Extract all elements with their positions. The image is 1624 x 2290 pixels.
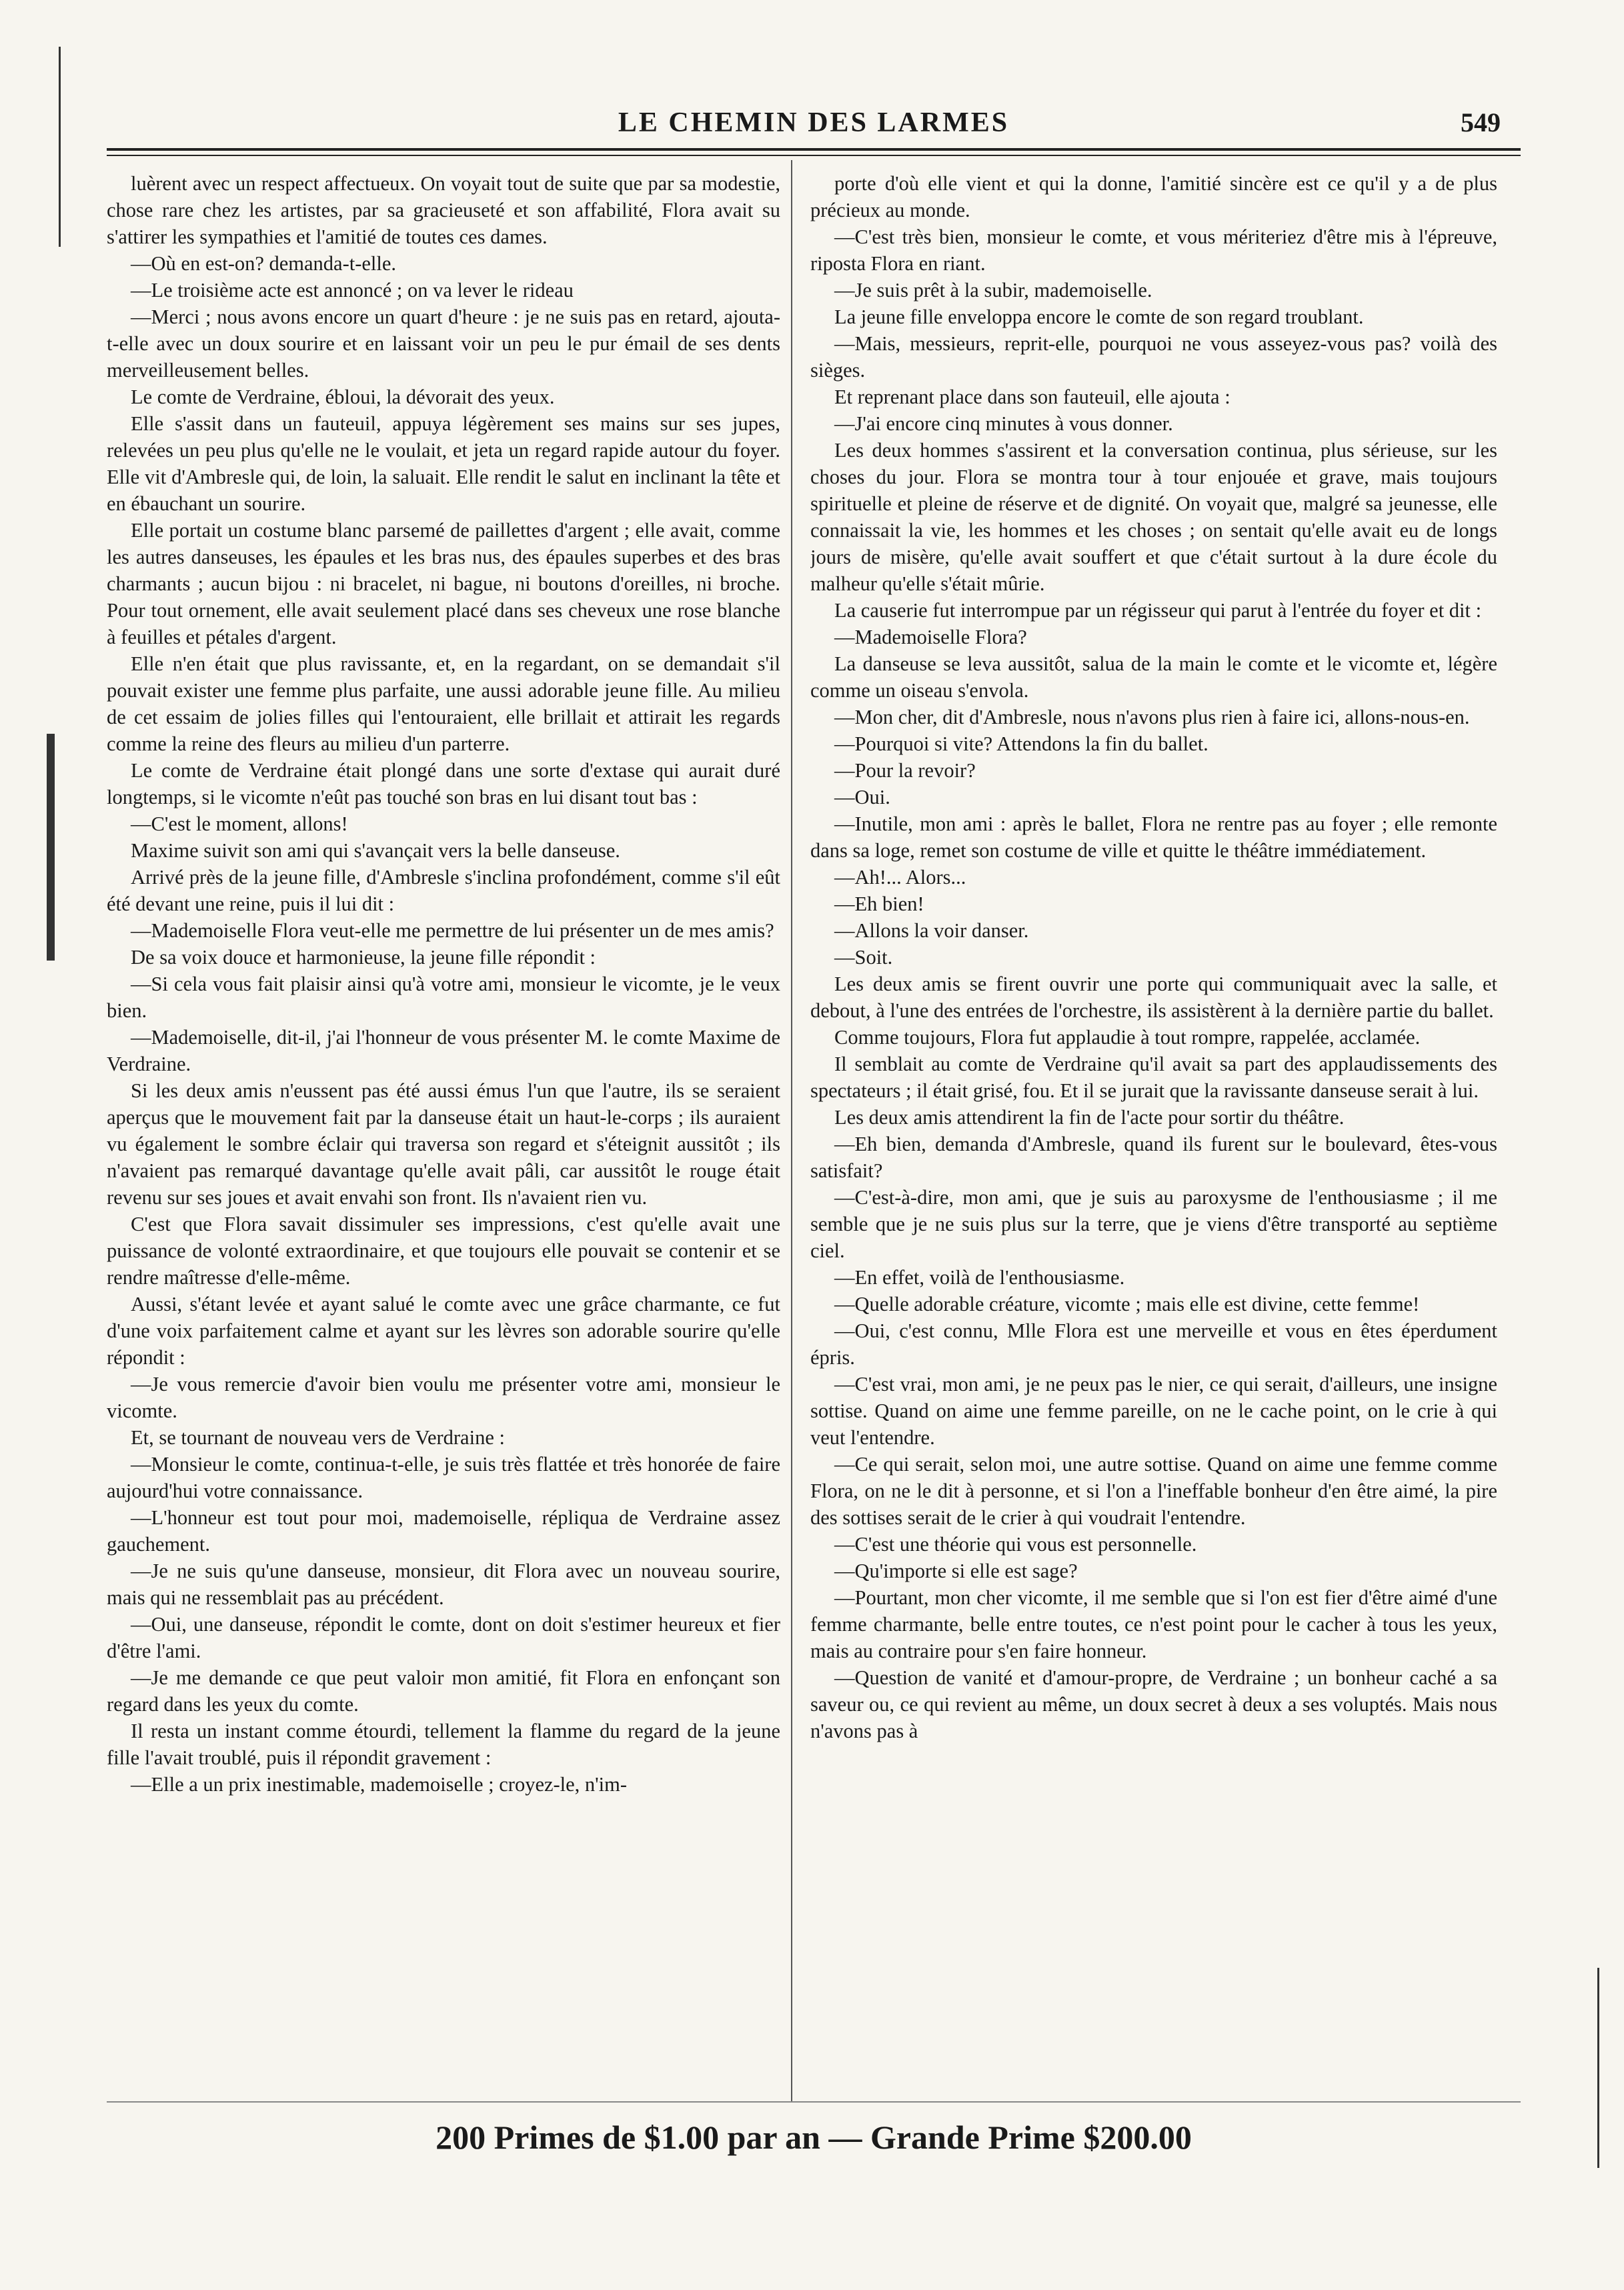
paragraph: —Oui, c'est connu, Mlle Flora est une merveille et vous en êtes éperdument épris. — [810, 1319, 1497, 1369]
paragraph: La causerie fut interrompue par un régisseur qui parut à l'entrée du foyer et dit : — [834, 599, 1482, 622]
paragraph: Les deux hommes s'assirent et la conversation continua, plus sérieuse, sur les choses du jour. Flora se montra tour à tour enjouée et grave, mais toujours spirituelle et pleine de réserve et de dignité. On voyait que, malgré sa jeunesse, elle connaissait la vie, les hommes et les choses ; on sentait qu'elle avait eu de longs jours de misère, qu'elle avait souffert et que c'était surtout à la dure école du malheur qu'elle s'était mûrie. — [810, 439, 1497, 595]
paragraph: —Qu'importe si elle est sage? — [834, 1560, 1078, 1582]
paragraph: —Je suis prêt à la subir, mademoiselle. — [834, 279, 1152, 302]
paragraph: —C'est une théorie qui vous est personnelle. — [834, 1533, 1197, 1556]
paragraph: Maxime suivit son ami qui s'avançait vers la belle danseuse. — [131, 839, 620, 862]
paragraph: —Pourtant, mon cher vicomte, il me semble que si l'on est fier d'être aimé d'une femme charmante, belle entre toutes, ce n'est point pour le cacher à tous les yeux, mais au contraire pour s'en faire honneur. — [810, 1586, 1497, 1662]
paragraph: —Où en est-on? demanda-t-elle. — [131, 252, 397, 275]
paragraph: C'est que Flora savait dissimuler ses impressions, c'est qu'elle avait une puissance de volonté extraordinaire, et que toujours elle pouvait se contenir et se rendre maîtresse d'elle-même. — [107, 1213, 780, 1289]
paragraph: —Quelle adorable créature, vicomte ; mais elle est divine, cette femme! — [834, 1293, 1420, 1315]
paragraph: Et reprenant place dans son fauteuil, elle ajouta : — [834, 386, 1231, 408]
paragraph: —En effet, voilà de l'enthousiasme. — [834, 1266, 1125, 1289]
paragraph: Elle s'assit dans un fauteuil, appuya légèrement ses mains sur ses jupes, relevées un peu plus qu'elle ne le voulait, et jeta un regard rapide autour du foyer. Elle vit d'Ambresle qui, de loin, la saluait. Elle rendit le salut en inclinant la tête et en ébauchant un sourire. — [107, 412, 780, 515]
paragraph: —Je me demande ce que peut valoir mon amitié, fit Flora en enfonçant son regard dans les yeux du comte. — [107, 1666, 780, 1716]
paragraph: —C'est-à-dire, mon ami, que je suis au paroxysme de l'enthousiasme ; il me semble que je ne suis plus sur la terre, que je viens d'être transporté au septième ciel. — [810, 1186, 1497, 1262]
paragraph: Comme toujours, Flora fut applaudie à tout rompre, rappelée, acclamée. — [834, 1026, 1421, 1049]
paragraph: —Monsieur le comte, continua-t-elle, je suis très flattée et très honorée de faire aujourd'hui votre connaissance. — [107, 1453, 780, 1502]
page-header — [107, 107, 1521, 147]
paragraph: —Si cela vous fait plaisir ainsi qu'à votre ami, monsieur le vicomte, je le veux bien. — [107, 973, 780, 1022]
footer-rule — [107, 2101, 1521, 2103]
margin-line — [59, 47, 61, 247]
paragraph: —Je vous remercie d'avoir bien voulu me présenter votre ami, monsieur le vicomte. — [107, 1373, 780, 1422]
paragraph: —Question de vanité et d'amour-propre, de Verdraine ; un bonheur caché a sa saveur ou, ce qui revient au même, un doux secret à deux a ses voluptés. Mais nous n'avons pas à — [810, 1666, 1497, 1742]
column-divider — [791, 160, 792, 2101]
paragraph: —Mademoiselle Flora? — [834, 626, 1027, 648]
paragraph: —Elle a un prix inestimable, mademoiselle ; croyez-le, n'im- — [131, 1773, 628, 1796]
paragraph: Elle n'en était que plus ravissante, et, en la regardant, on se demandait s'il pouvait exister une femme plus parfaite, une aussi adorable jeune fille. Au milieu de cet essaim de jolies filles qui l'entouraient, elle brillait et attirait les regards comme la reine des fleurs au milieu d'un parterre. — [107, 652, 780, 755]
paragraph: luèrent avec un respect affectueux. On voyait tout de suite que par sa modestie, chose rare chez les artistes, par sa gracieuseté et son affabilité, Flora avait su s'attirer les sympathies et l'amitié de toutes ces dames. — [107, 172, 780, 248]
margin-mark — [47, 734, 55, 961]
paragraph: Les deux amis attendirent la fin de l'acte pour sortir du théâtre. — [834, 1106, 1345, 1129]
paragraph: —Merci ; nous avons encore un quart d'heure : je ne suis pas en retard, ajouta-t-elle avec un doux sourire et en laissant voir un peu le pur émail de ses dents merveilleusement belles. — [107, 306, 780, 382]
paragraph: Le comte de Verdraine était plongé dans une sorte d'extase qui aurait duré longtemps, si le vicomte n'eût pas touché son bras en lui disant tout bas : — [107, 759, 780, 808]
paragraph: —L'honneur est tout pour moi, mademoiselle, répliqua de Verdraine assez gauchement. — [107, 1506, 780, 1556]
paragraph: —Eh bien, demanda d'Ambresle, quand ils furent sur le boulevard, êtes-vous satisfait? — [810, 1133, 1497, 1182]
paragraph: Il semblait au comte de Verdraine qu'il avait sa part des applaudissements des spectateurs ; il était grisé, fou. Et il se jurait que la ravissante danseuse serait à lui. — [810, 1053, 1497, 1102]
paragraph: —Mademoiselle Flora veut-elle me permettre de lui présenter un de mes amis? — [131, 919, 774, 942]
paragraph: —Mademoiselle, dit-il, j'ai l'honneur de vous présenter M. le comte Maxime de Verdraine. — [107, 1026, 780, 1075]
paragraph: —Pourquoi si vite? Attendons la fin du ballet. — [834, 732, 1208, 755]
header-rule-thick — [107, 148, 1521, 151]
paragraph: —Mon cher, dit d'Ambresle, nous n'avons plus rien à faire ici, allons-nous-en. — [834, 706, 1470, 728]
paragraph: —Oui. — [834, 786, 890, 808]
paragraph: —Ce qui serait, selon moi, une autre sottise. Quand on aime une femme comme Flora, on ne le dit à personne, et si l'on a l'ineffable bonheur d'en être aimé, la pire des sottises serait de le crier à qui voudrait l'entendre. — [810, 1453, 1497, 1529]
paragraph: —Mais, messieurs, reprit-elle, pourquoi ne vous asseyez-vous pas? voilà des sièges. — [810, 332, 1497, 382]
paragraph: —Soit. — [834, 946, 893, 969]
paragraph: Le comte de Verdraine, ébloui, la dévorait des yeux. — [131, 386, 555, 408]
paragraph: Aussi, s'étant levée et ayant salué le comte avec une grâce charmante, ce fut d'une voix parfaitement calme et ayant sur les lèvres son adorable sourire qu'elle répondit : — [107, 1293, 780, 1369]
paragraph: —C'est très bien, monsieur le comte, et vous mériteriez d'être mis à l'épreuve, riposta Flora en riant. — [810, 225, 1497, 275]
paragraph: De sa voix douce et harmonieuse, la jeune fille répondit : — [131, 946, 596, 969]
page-number: 549 — [1461, 107, 1501, 137]
left-column — [107, 170, 780, 2091]
paragraph: Si les deux amis n'eussent pas été aussi émus l'un que l'autre, ils se seraient aperçus que le mouvement fait par la danseuse était un haut-le-corps ; ils auraient vu également le sombre éclair qui traversa son regard et s'éteignit aussitôt ; ils n'avaient pas remarqué davantage qu'elle avait pâli, car aussitôt le rouge était revenu sur ses joues et avait envahi son front. Ils n'avaient rien vu. — [107, 1079, 780, 1209]
paragraph: Elle portait un costume blanc parsemé de paillettes d'argent ; elle avait, comme les autres danseuses, les épaules et les bras nus, des épaules superbes et des bras charmants ; aucun bijou : ni bracelet, ni bague, ni boutons d'oreilles, ni broche. Pour tout ornement, elle avait seulement placé dans ses cheveux une rose blanche à feuilles et pétales d'argent. — [107, 519, 780, 648]
paragraph: —Pour la revoir? — [834, 759, 976, 782]
paragraph: —Je ne suis qu'une danseuse, monsieur, dit Flora avec un nouveau sourire, mais qui ne ressemblait pas au précédent. — [107, 1560, 780, 1609]
paragraph: —J'ai encore cinq minutes à vous donner. — [834, 412, 1173, 435]
paragraph: —C'est le moment, allons! — [131, 812, 348, 835]
paragraph: —C'est vrai, mon ami, je ne peux pas le nier, ce qui serait, d'ailleurs, une insigne sottise. Quand on aime une femme pareille, on ne le cache point, on le crie à qui veut l'entendre. — [810, 1373, 1497, 1449]
paragraph: Et, se tournant de nouveau vers de Verdraine : — [131, 1426, 505, 1449]
paragraph: Les deux amis se firent ouvrir une porte qui communiquait avec la salle, et debout, à l'une des entrées de l'orchestre, ils assistèrent à la dernière partie du ballet. — [810, 973, 1497, 1022]
paragraph: Il resta un instant comme étourdi, tellement la flamme du regard de la jeune fille l'avait troublé, puis il répondit gravement : — [107, 1720, 780, 1769]
footer-advertisement: 200 Primes de $1.00 par an — Grande Prime $200.00 — [436, 2119, 1192, 2156]
paragraph: —Eh bien! — [834, 893, 924, 915]
paragraph: Arrivé près de la jeune fille, d'Ambresle s'inclina profondément, comme s'il eût été devant une reine, puis il lui dit : — [107, 866, 780, 915]
paragraph: La jeune fille enveloppa encore le comte de son regard troublant. — [834, 306, 1364, 328]
paragraph: —Ah!... Alors... — [834, 866, 966, 889]
header-rule-thin — [107, 155, 1521, 156]
paragraph: porte d'où elle vient et qui la donne, l'amitié sincère est ce qu'il y a de plus précieux au monde. — [810, 172, 1497, 221]
paragraph: —Allons la voir danser. — [834, 919, 1029, 942]
right-column — [810, 170, 1497, 2091]
edge-line — [1597, 1968, 1599, 2168]
paragraph: La danseuse se leva aussitôt, salua de la main le comte et le vicomte et, légère comme un oiseau s'envola. — [810, 652, 1497, 702]
paragraph: —Inutile, mon ami : après le ballet, Flora ne rentre pas au foyer ; elle remonte dans sa loge, remet son costume de ville et quitte le théâtre immédiatement. — [810, 812, 1497, 862]
paragraph: —Le troisième acte est annoncé ; on va lever le rideau — [131, 279, 574, 302]
running-title: LE CHEMIN DES LARMES — [618, 107, 1010, 138]
paragraph: —Oui, une danseuse, répondit le comte, dont on doit s'estimer heureux et fier d'être l'ami. — [107, 1613, 780, 1662]
